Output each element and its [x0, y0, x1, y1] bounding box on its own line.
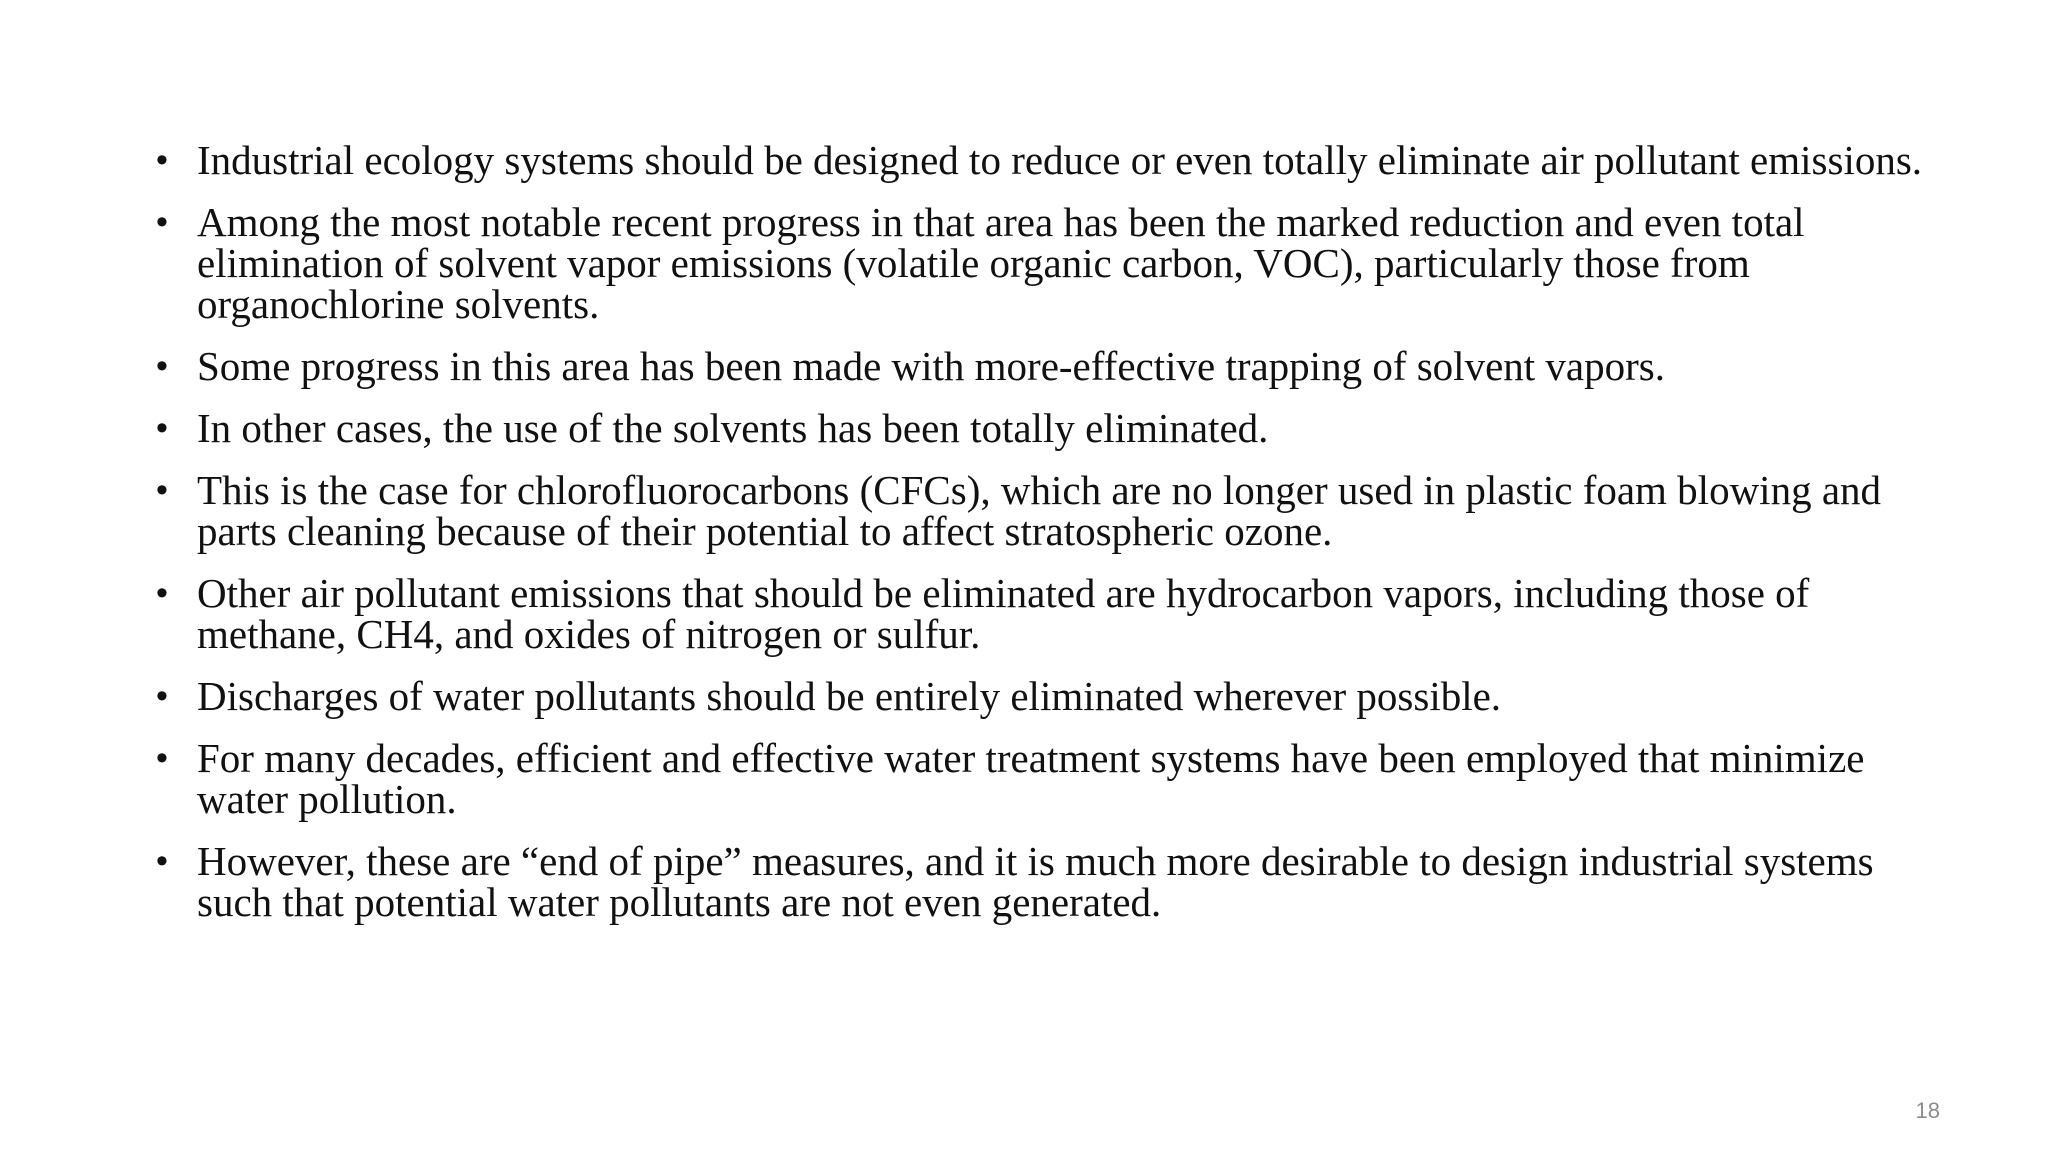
bullet-item	[148, 838, 1928, 925]
bullet-item	[148, 199, 1928, 327]
bullet-item	[148, 405, 1928, 451]
bullet-item	[148, 137, 1928, 183]
bullet-icon: •	[156, 409, 168, 447]
bullet-list	[148, 137, 1928, 944]
bullet-text: Among the most notable recent progress in that area has been the marked reduction and even total elimination of solvent vapor emissions (volatile organic carbon, VOC), particularly those from organochlorine solvents.	[197, 199, 1805, 327]
bullet-icon: •	[156, 203, 168, 241]
bullet-icon: •	[156, 842, 168, 880]
bullet-item	[148, 673, 1928, 719]
page-number: 18	[1915, 1098, 1940, 1123]
bullet-text: This is the case for chlorofluorocarbons (CFCs), which are no longer used in plastic foam blowing and parts cleaning because of their potential to affect stratospheric ozone.	[197, 467, 1882, 554]
bullet-icon: •	[156, 739, 168, 777]
bullet-icon: •	[156, 677, 168, 715]
bullet-item	[148, 735, 1928, 822]
bullet-text: However, these are “end of pipe” measures, and it is much more desirable to design industrial systems such that potential water pollutants are not even generated.	[197, 838, 1874, 925]
bullet-text: In other cases, the use of the solvents has been totally eliminated.	[197, 405, 1269, 451]
bullet-icon: •	[156, 347, 168, 385]
bullet-icon: •	[156, 141, 168, 179]
bullet-icon: •	[156, 471, 168, 509]
bullet-item	[148, 570, 1928, 657]
bullet-text: Industrial ecology systems should be designed to reduce or even totally eliminate air pollutant emissions.	[197, 137, 1923, 183]
bullet-icon: •	[156, 574, 168, 612]
bullet-item	[148, 467, 1928, 554]
bullet-text: For many decades, efficient and effective water treatment systems have been employed that minimize water pollution.	[197, 735, 1865, 822]
bullet-item	[148, 343, 1928, 389]
bullet-text: Other air pollutant emissions that should be eliminated are hydrocarbon vapors, including those of methane, CH4, and oxides of nitrogen or sulfur.	[197, 570, 1810, 657]
bullet-text: Some progress in this area has been made with more-effective trapping of solvent vapors.	[197, 343, 1665, 389]
bullet-text: Discharges of water pollutants should be entirely eliminated wherever possible.	[197, 673, 1502, 719]
